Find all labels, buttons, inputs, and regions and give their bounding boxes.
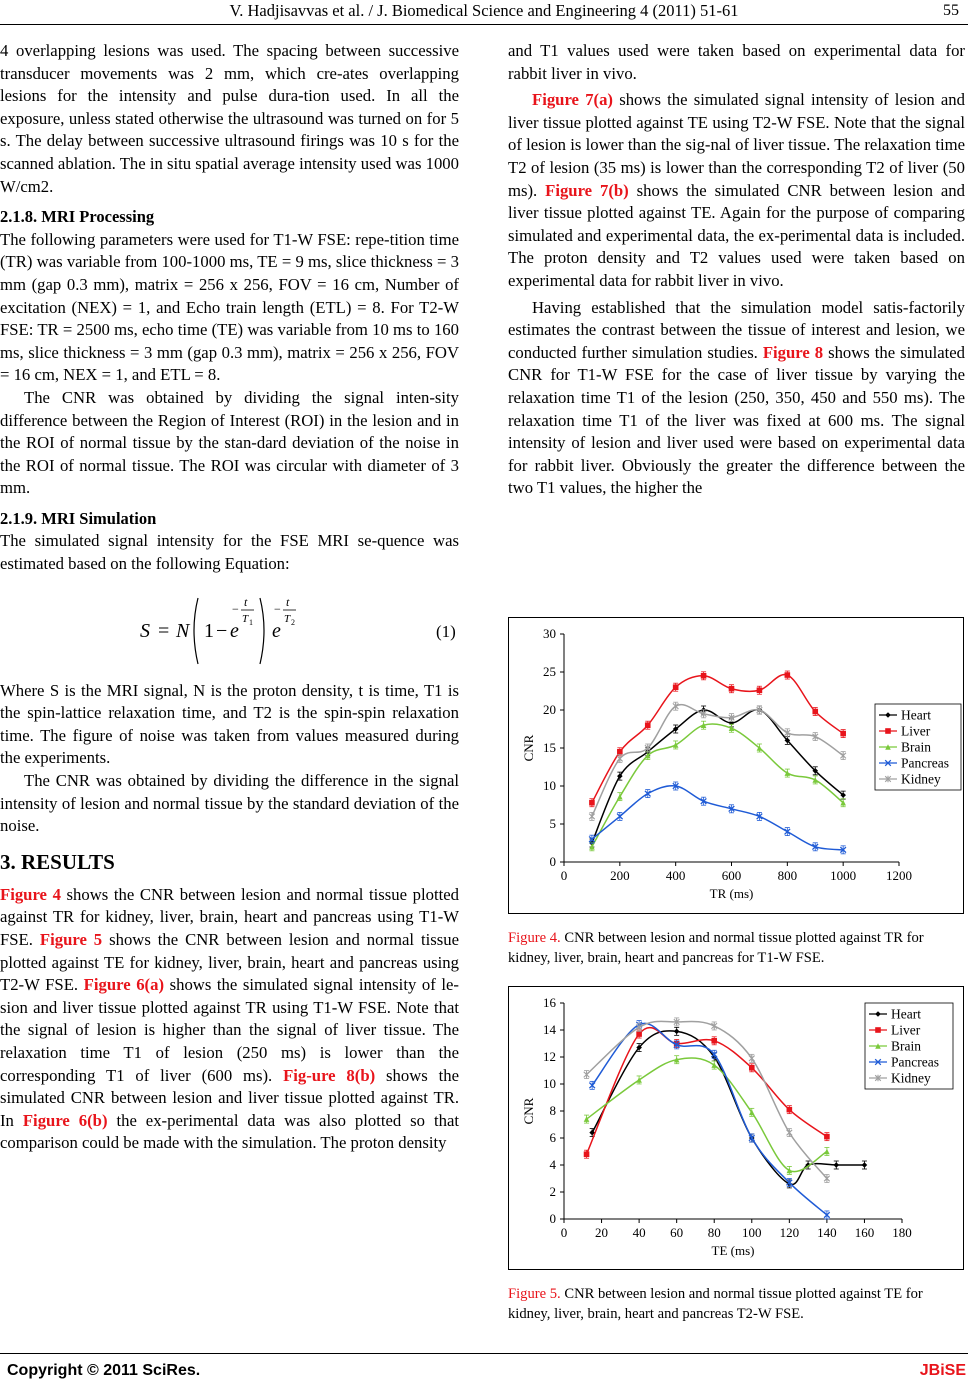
data-point [674,1029,680,1035]
y-tick-label: 15 [543,740,556,755]
series-brain [584,1056,830,1175]
x-axis-label: TE (ms) [711,1243,755,1258]
x-tick-label: 600 [721,868,742,883]
series-line-liver [592,675,843,803]
series-line-kidney [587,1021,827,1178]
header-rule [0,24,968,25]
legend-marker [885,728,891,734]
data-point [749,1055,755,1062]
figure-reference-link[interactable]: Figure 6(b) [22,1110,108,1130]
y-tick-label: 25 [543,664,556,679]
legend-label: Kidney [901,771,941,787]
x-tick-label: 0 [560,868,568,883]
series-line-heart [592,1031,864,1185]
y-tick-label: 10 [543,778,556,793]
page-number: 55 [943,2,959,19]
eq-exp-minus: − [232,601,239,616]
legend-label: Pancreas [901,755,949,771]
data-point [824,1134,830,1140]
eq-exp2-T2-sub: 2 [291,617,295,627]
series-heart [589,706,846,847]
y-tick-label: 14 [543,1022,556,1037]
series-line-pancreas [592,786,843,850]
data-point [787,1107,793,1113]
paragraph: 4 overlapping lesions was used. The spacing between successive transducer movements was 2 mm, which cre-ates overlapping lesions for the intensity and pulse dura-tion used. In all the exposure, unless stated otherwise the ultrasound was turned on for 5 s. The delay between successive ultrasound firings was 10 s for the scanned ablation. The in situ spatial average intensity used was 1000 W/cm2. [0,41,459,196]
data-point [617,755,623,762]
eq-minus: − [216,619,228,642]
data-point [617,749,623,755]
series-kidney [589,702,846,820]
series-kidney [584,1018,830,1183]
legend [875,704,961,790]
paragraph: Figure 7(a) shows the simulated signal intensity of lesion and liver tissue plotted against TE using T2-W FSE. Note that the signal of lesion is lower than the sig-nal of liver tissue. The relaxation time T2 of lesion (35 ms) is lower than the corresponding T2 of liver (50 ms). Figure 7(b) shows the simulated CNR between lesion and liver tissue plotted against TE. Again for the purpose of comparing simulated and experimental data, the ex-perimental data is included. The proton density and T2 values used were taken based on experimental data for rabbit liver in vivo. [508,90,965,290]
section-heading: 2.1.9. MRI Simulation [0,508,157,528]
legend-label: Brain [901,739,931,755]
y-axis-label: CNR [521,734,536,762]
eq-exp2-T2: T [284,612,291,625]
left-column [0,40,459,1155]
data-point [701,673,707,679]
figure-5-chart [509,987,963,1269]
eq-e1: e [230,619,239,642]
data-point [812,709,818,715]
data-point [645,722,651,728]
paragraph: and T1 values used were taken based on experimental data for rabbit liver in vivo. [508,41,965,83]
figure-5 [508,986,964,1270]
x-tick-label: 20 [595,1225,609,1240]
figure-reference-link[interactable]: Fig-ure 8(b) [283,1065,376,1085]
equation [0,584,459,672]
y-tick-label: 12 [543,1049,556,1064]
legend-label: Pancreas [891,1054,939,1070]
series-line-heart [592,710,843,843]
paragraph: The CNR was obtained by dividing the difference in the signal intensity of lesion and normal tissue by the standard deviation of the noise. [0,771,459,836]
eq-number: (1) [436,621,456,641]
x-tick-label: 140 [817,1225,837,1240]
paragraph: Figure 4 shows the CNR between lesion and normal tissue plotted against TR for kidney, liver, brain, heart and pancreas using T1-W FSE. Figure 5 shows the CNR between lesion and normal tissue plotted against TE for kidney, liver, brain, heart and pancreas using T2-W FSE. Figure 6(a) shows the simulated signal intensity of le-sion and liver tissue plotted against TR using T1-W FSE. Note that the signal of lesion is higher than the signal of liver tissue. The relaxation time T1 of lesion (250 ms) is lower than the corresponding T1 of liver (600 ms). Fig-ure 8(b) shows the simulated CNR between lesion and liver tissue plotted against TR. In Figure 6(b) the ex-perimental data was also plotted so that comparison could be made with the simulation. The proton density [0,884,459,1153]
x-tick-label: 1000 [830,868,857,883]
data-point [711,1023,717,1030]
data-point [711,1038,717,1044]
series-brain [589,721,846,851]
page-header [0,0,968,24]
y-tick-label: 0 [549,854,556,869]
x-tick-label: 800 [777,868,798,883]
y-tick-label: 6 [549,1130,556,1145]
eq-exp-t: t [244,594,248,609]
data-point [833,1162,839,1168]
paragraph: Where S is the MRI signal, N is the proton density, t is time, T1 is the spin-lattice relaxation time, and T2 is the spin-spin relaxation time. The figure of noise was taken from values measured during the experiments. [0,680,459,768]
eq-left-paren [194,598,198,664]
y-tick-label: 10 [543,1076,556,1091]
paragraph: Having established that the simulation model satis-factorily estimates the contrast between the tissue of interest and lesion, we conducted further simulation studies. Figure 8 shows the simulated CNR for T1-W FSE for the case of liver tissue by varying the relaxation time T1 of the lesion (250, 350, 450 and 550 ms). The relaxation time T1 of the liver was fixed at 600 ms. The signal intensity of lesion and liver used were based on experimental data for rabbit liver. Obviously the greater the difference between the two T1 values, the higher the [508,297,966,498]
y-tick-label: 8 [549,1103,556,1118]
figure-reference-link[interactable]: Figure 5 [39,930,103,949]
data-point [584,1071,590,1078]
data-point [840,731,846,737]
y-tick-label: 20 [543,702,556,717]
x-tick-label: 400 [665,868,686,883]
figure-reference-link[interactable]: Figure 8 [762,342,824,362]
data-point [636,1031,642,1037]
y-tick-label: 0 [549,1211,556,1226]
figure-reference-link[interactable]: Figure 7(a) [532,90,613,110]
journal-name: JBiSE [919,1362,966,1379]
figure-reference-link[interactable]: Figure 4 [0,884,61,904]
figure-4-caption: Figure 4. CNR between lesion and normal tissue plotted against TR for kidney, liver, brain, heart and pancreas for T1-W FSE. [508,930,924,966]
legend-label: Heart [901,707,931,723]
data-point [785,672,791,678]
eq-one: 1 [204,619,214,642]
legend-label: Kidney [891,1070,931,1086]
data-point [749,1065,755,1071]
data-point [757,687,763,693]
eq-equals: = [158,619,170,642]
y-tick-label: 30 [543,626,556,641]
series-pancreas [589,782,846,854]
y-axis-label: CNR [521,1097,536,1125]
x-tick-label: 40 [632,1225,646,1240]
x-tick-label: 120 [779,1225,800,1240]
eq-exp-T1-sub: 1 [249,617,253,627]
data-point [824,1175,830,1182]
series-liver [589,671,846,807]
x-tick-label: 80 [707,1225,721,1240]
data-point [787,1129,793,1136]
eq-exp2-t: t [286,594,290,609]
x-tick-label: 1200 [886,868,912,883]
figure-reference-link[interactable]: Figure 7(b) [545,180,629,200]
x-axis-label: TR (ms) [709,886,754,901]
y-tick-label: 16 [543,995,556,1010]
legend [865,1003,953,1089]
eq-exp-T1: T [242,612,249,625]
x-tick-label: 180 [892,1225,912,1240]
data-point [584,1151,590,1157]
figure-4-chart [509,618,963,913]
data-point [729,686,735,692]
y-tick-label: 2 [549,1184,556,1199]
data-point [589,813,595,820]
figure-5-label: Figure 5. [508,1286,561,1302]
figure-reference-link[interactable]: Figure 6(a) [83,975,165,995]
paragraph: The simulated signal intensity for the FSE MRI se-quence was estimated based on the following Equation: [0,531,459,574]
legend-label: Liver [891,1022,921,1038]
data-point [824,1149,830,1155]
y-tick-label: 4 [549,1157,556,1172]
data-point [673,684,679,690]
right-column [508,40,965,500]
running-title: V. Hadjisavvas et al. / J. Biomedical Science and Engineering 4 (2011) 51-61 [229,1,739,20]
axes [521,995,912,1258]
x-tick-label: 100 [742,1225,762,1240]
data-point [812,777,818,783]
legend-label: Liver [901,723,931,739]
legend-label: Brain [891,1038,921,1054]
paragraph: The following parameters were used for T1-W FSE: repe-tition time (TR) was variable from 100-1000 ms, TE = 9 ms, slice thickness = 3 mm (gap 0.3 mm), matrix = 256 x 256, FOV = 16 cm, Number of excitation (NEX) = 1, and Echo train length (ETL) = 8. For T2-W FSE: TR = 2500 ms, echo time (TE) was variable from 10 ms to 160 ms, slice thickness = 3 mm (gap 0.3 mm), matrix = 256 x 256, FOV = 16 cm, NEX = 1, and ETL = 8. [0,229,459,385]
eq-right-paren [260,598,264,664]
figure-4 [508,617,964,914]
x-tick-label: 60 [670,1225,684,1240]
axes [521,626,912,901]
figure-5-caption: Figure 5. CNR between lesion and normal tissue plotted against TE for kidney, liver, brain, heart and pancreas T2-W FSE. [508,1286,923,1322]
paragraph: The CNR was obtained by dividing the signal inten-sity difference between the Region of Interest (ROI) in the lesion and in the ROI of normal tissue by the stan-dard deviation of the noise in the ROI of normal tissue. The ROI was circular with diameter of 3 mm. [0,387,459,498]
data-point [862,1162,868,1168]
y-tick-label: 5 [549,816,556,831]
data-point [840,752,846,759]
data-point [673,703,679,710]
x-tick-label: 160 [854,1225,875,1240]
section-heading: 3. RESULTS [0,849,115,874]
legend-marker [875,1027,881,1033]
eq-exp2-minus: − [274,601,281,616]
x-tick-label: 200 [610,868,630,883]
section-heading: 2.1.8. MRI Processing [0,207,155,227]
eq-S: S [140,619,150,642]
series-pancreas [589,1021,829,1219]
series-line-brain [592,724,843,847]
legend-label: Heart [891,1006,921,1022]
figure-4-label: Figure 4. [508,930,561,946]
eq-e2: e [272,619,281,642]
footer-rule [0,1353,968,1354]
data-point [589,800,595,806]
copyright: Copyright © 2011 SciRes. [7,1362,201,1379]
series-heart [589,1027,867,1188]
eq-N: N [176,619,190,642]
x-tick-label: 0 [560,1225,568,1240]
